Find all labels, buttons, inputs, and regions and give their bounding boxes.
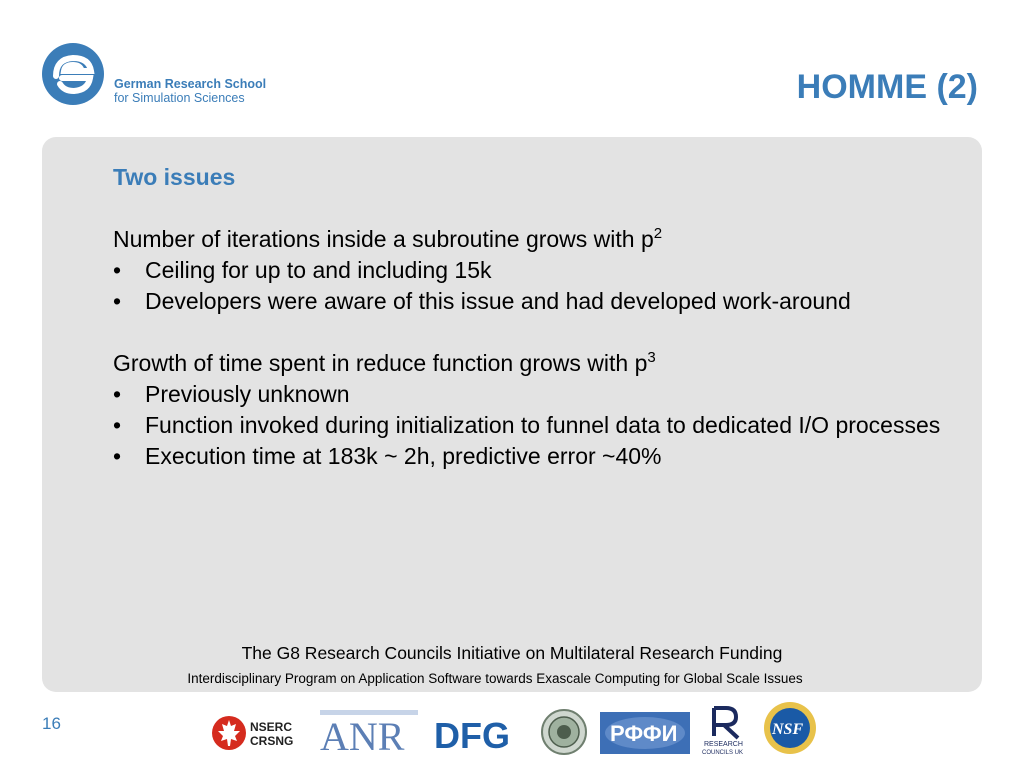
bullet-glyph: •	[113, 381, 122, 407]
dfg-text: DFG	[434, 715, 510, 754]
issue1-bullets	[113, 255, 973, 317]
bullet-item	[113, 441, 973, 472]
rffi-text: РФФИ	[610, 721, 678, 746]
jsps-seal-icon	[540, 708, 588, 756]
issue2-exponent: 3	[647, 349, 656, 366]
issue2-heading	[113, 348, 973, 379]
bullet-text: Execution time at 183k ~ 2h, predictive error ~40%	[145, 443, 662, 469]
slide-body	[113, 162, 973, 472]
bullet-item	[113, 379, 973, 410]
org-name	[114, 77, 266, 105]
bullet-item	[113, 255, 973, 286]
page-number: 16	[42, 714, 61, 733]
bullet-text: Developers were aware of this issue and had developed work-around	[145, 288, 851, 314]
issue1-text: Number of iterations inside a subroutine grows with p	[113, 226, 654, 252]
anr-text: ANR	[320, 714, 405, 754]
nserc-line2: CRSNG	[250, 734, 294, 748]
dfg-logo-icon	[432, 714, 530, 754]
anr-logo-icon	[318, 706, 428, 754]
bullet-glyph: •	[113, 412, 122, 438]
nsf-logo-icon	[762, 700, 818, 756]
org-name-line2: for Simulation Sciences	[114, 91, 245, 105]
rcuk-logo-icon	[700, 704, 752, 756]
subheading: Two issues	[113, 164, 236, 190]
bullet-text: Function invoked during initialization to funnel data to dedicated I/O processes	[145, 412, 941, 438]
issue2-text: Growth of time spent in reduce function grows with p	[113, 350, 648, 376]
footer-initiative: The G8 Research Councils Initiative on Multilateral Research Funding	[241, 643, 783, 663]
sponsor-logos	[210, 696, 830, 758]
issue1-heading	[113, 224, 973, 255]
nserc-logo-icon	[210, 714, 306, 752]
footer-program: Interdisciplinary Program on Application Software towards Exascale Computing for Global Scale Issues	[187, 671, 803, 686]
bullet-text: Previously unknown	[145, 381, 350, 407]
rcuk-line2: COUNCILS UK	[702, 750, 744, 756]
org-name-line1: German Research School	[114, 77, 267, 91]
nserc-line1: NSERC	[250, 720, 293, 734]
issue2-bullets	[113, 379, 973, 472]
slide-title: HOMME (2)	[796, 68, 978, 106]
rcuk-line1: RESEARCH	[704, 741, 743, 748]
bullet-glyph: •	[113, 257, 122, 283]
bullet-text: Ceiling for up to and including 15k	[145, 257, 492, 283]
issue1-exponent: 2	[653, 225, 663, 242]
rffi-logo-icon	[600, 712, 690, 754]
bullet-glyph: •	[113, 288, 122, 314]
bullet-item	[113, 410, 973, 441]
nsf-text: NSF	[772, 721, 804, 738]
bullet-glyph: •	[113, 443, 122, 469]
bullet-item	[113, 286, 973, 317]
grs-logo-icon	[38, 40, 108, 108]
